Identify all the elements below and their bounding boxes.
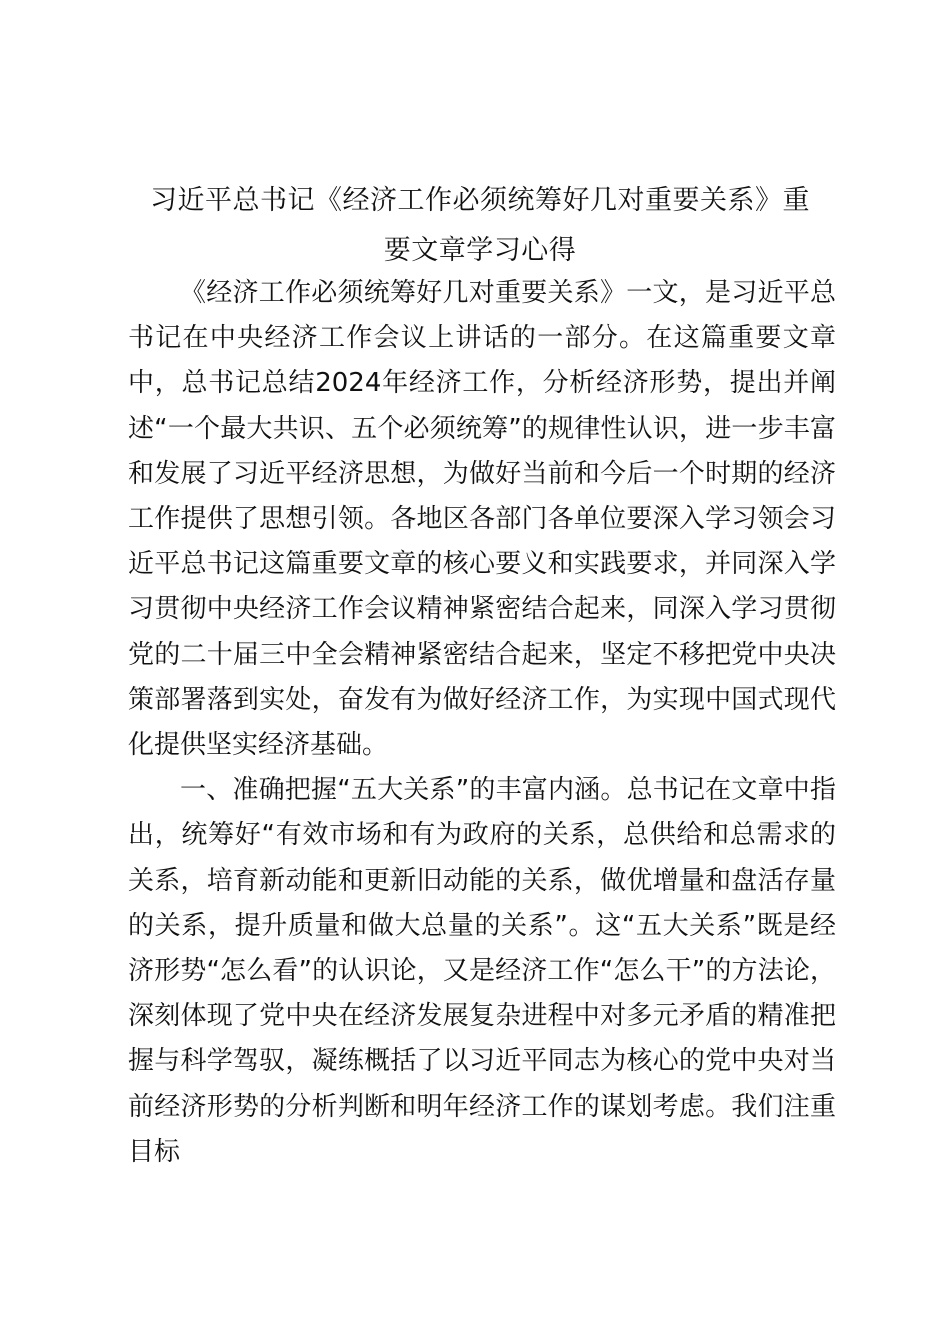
document-body: [128, 271, 836, 1175]
paragraph-section-one: 一、准确把握“五大关系”的丰富内涵。总书记在文章中指出，统筹好“有效市场和有为政府的关系，总供给和总需求的关系，培育新动能和更新旧动能的关系，做优增量和盘活存量的关系，提升质量和做大总量的关系”。这“五大关系”既是经济形势“怎么看”的认识论，又是经济工作“怎么干”的方法论，深刻体现了党中央在经济发展复杂进程中对多元矛盾的精准把握与科学驾驭，凝练概括了以习近平同志为核心的党中央对当前经济形势的分析判断和明年经济工作的谋划考虑。我们注重目标: [128, 775, 836, 1167]
paragraph-intro: 《经济工作必须统筹好几对重要关系》一文，是习近平总书记在中央经济工作会议上讲话的一部分。在这篇重要文章中，总书记总结2024年经济工作，分析经济形势，提出并阐述“一个最大共识、五个必须统筹”的规律性认识，进一步丰富和发展了习近平经济思想，为做好当前和今后一个时期的经济工作提供了思想引领。各地区各部门各单位要深入学习领会习近平总书记这篇重要文章的核心要义和实践要求，并同深入学习贯彻中央经济工作会议精神紧密结合起来，同深入学习贯彻党的二十届三中全会精神紧密结合起来，坚定不移把党中央决策部署落到实处，奋发有为做好经济工作，为实现中国式现代化提供坚实经济基础。: [128, 278, 836, 761]
document-title: [122, 176, 838, 276]
title-line-2: 要文章学习心得: [383, 235, 577, 266]
title-line-1: 习近平总书记《经济工作必须统筹好几对重要关系》重: [150, 185, 810, 216]
